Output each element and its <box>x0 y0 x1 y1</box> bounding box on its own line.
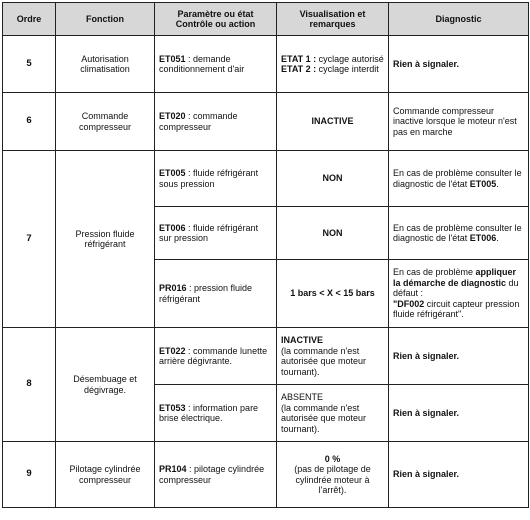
visualisation-cell <box>277 328 389 385</box>
parametre-cell <box>155 328 277 385</box>
visu-label: ETAT 2 : <box>281 64 317 74</box>
visu-text: cyclage interdit <box>316 64 379 74</box>
param-text: : commande lunette arrière dégivrante. <box>159 345 268 366</box>
diag-code: "DF002 <box>393 298 425 309</box>
diagnostic-table <box>2 2 529 508</box>
header-ordre: Ordre <box>3 3 56 36</box>
ordre-cell: 8 <box>3 328 56 442</box>
parametre-cell <box>155 36 277 93</box>
visu-label: ETAT 1 : <box>281 53 317 64</box>
visualisation-cell <box>277 207 389 260</box>
ordre-cell: 7 <box>3 151 56 328</box>
diag-emphasis: appliquer la démarche de diagnostic <box>393 267 517 288</box>
header-row <box>3 3 529 36</box>
visualisation-cell <box>277 260 389 328</box>
table-row-5 <box>3 36 529 93</box>
table-row-9 <box>3 442 529 508</box>
visualisation-cell <box>277 36 389 93</box>
diagnostic-cell: Commande compresseur inactive lorsque le moteur n'est pas en marche <box>389 93 529 151</box>
visu-state: INACTIVE <box>281 335 324 345</box>
diag-code: ET005 <box>469 178 497 189</box>
param-code: ET051 <box>159 53 186 64</box>
parametre-cell <box>155 260 277 328</box>
param-code: ET005 <box>159 168 186 178</box>
visualisation-cell <box>277 93 389 151</box>
diag-text: Rien à signaler. <box>393 407 460 418</box>
parametre-cell <box>155 151 277 207</box>
diagnostic-cell <box>389 207 529 260</box>
param-text: : fluide réfrigérant sur pression <box>159 222 259 243</box>
visu-value: 1 bars < X < 15 bars <box>290 288 375 299</box>
fonction-cell: Commande compresseur <box>56 93 155 151</box>
visu-value: INACTIVE <box>311 116 354 127</box>
visu-text: cyclage autorisé <box>316 53 384 64</box>
parametre-cell <box>155 207 277 260</box>
param-text: : pilotage cylindrée compresseur <box>159 464 265 485</box>
diag-text: du défaut : <box>393 277 519 299</box>
param-code: ET053 <box>159 402 186 413</box>
param-text: : demande conditionnement d'air <box>159 53 245 74</box>
diag-end: . <box>496 233 499 243</box>
param-code: PR104 <box>159 464 187 474</box>
visu-note: (la commande n'est autorisée que moteur tournant). <box>281 345 367 377</box>
visu-note: (la commande n'est autorisée que moteur tournant). <box>281 402 367 434</box>
visu-value: NON <box>322 173 343 184</box>
parametre-cell <box>155 385 277 442</box>
header-fonction: Fonction <box>56 3 155 36</box>
fonction-cell: Désembuage et dégivrage. <box>56 328 155 442</box>
visu-note: (pas de pilotage de cylindrée moteur à l'arrêt). <box>294 464 371 495</box>
diagnostic-cell <box>389 442 529 508</box>
ordre-cell: 9 <box>3 442 56 508</box>
param-text: : information pare brise électrique. <box>159 402 259 423</box>
table-row-8 <box>3 328 529 385</box>
parametre-cell <box>155 93 277 151</box>
visu-state: ABSENTE <box>281 392 324 402</box>
diag-text: En cas de problème consulter le diagnostic de l'état <box>393 168 522 189</box>
header-visualisation: Visualisation et remarques <box>277 3 389 36</box>
diag-text: Rien à signaler. <box>393 469 460 480</box>
param-code: ET022 <box>159 345 186 356</box>
diagnostic-cell <box>389 36 529 93</box>
diagnostic-cell <box>389 328 529 385</box>
fonction-cell: Pilotage cylindrée compresseur <box>56 442 155 508</box>
visualisation-cell <box>277 385 389 442</box>
visu-value: 0 % <box>324 453 341 464</box>
diag-text: Rien à signaler. <box>393 350 460 361</box>
diagnostic-cell <box>389 151 529 207</box>
diag-text: Rien à signaler. <box>393 58 460 69</box>
visualisation-cell <box>277 442 389 508</box>
param-code: ET006 <box>159 222 186 233</box>
diag-text: En cas de problème consulter le diagnostic de l'état <box>393 222 522 243</box>
visualisation-cell <box>277 151 389 207</box>
ordre-cell: 5 <box>3 36 56 93</box>
diagnostic-cell <box>389 260 529 328</box>
param-code: PR016 <box>159 283 187 293</box>
visu-value: NON <box>322 227 343 238</box>
param-text: : pression fluide réfrigérant <box>159 283 253 304</box>
header-parametre: Paramètre ou état Contrôle ou action <box>155 3 277 36</box>
diag-text: circuit capteur pression fluide réfrigérant". <box>393 298 520 320</box>
fonction-cell: Pression fluide réfrigérant <box>56 151 155 328</box>
diag-text: En cas de problème <box>393 267 476 278</box>
parametre-cell <box>155 442 277 508</box>
param-text: : fluide réfrigérant sous pression <box>159 168 259 189</box>
ordre-cell: 6 <box>3 93 56 151</box>
table-row-7 <box>3 151 529 207</box>
param-code: ET020 <box>159 111 186 121</box>
fonction-cell: Autorisation climatisation <box>56 36 155 93</box>
table-row-6 <box>3 93 529 151</box>
diag-code: ET006 <box>469 233 497 243</box>
diag-end: . <box>496 178 499 189</box>
diagnostic-cell <box>389 385 529 442</box>
header-diagnostic: Diagnostic <box>389 3 529 36</box>
param-text: : commande compresseur <box>159 111 238 132</box>
